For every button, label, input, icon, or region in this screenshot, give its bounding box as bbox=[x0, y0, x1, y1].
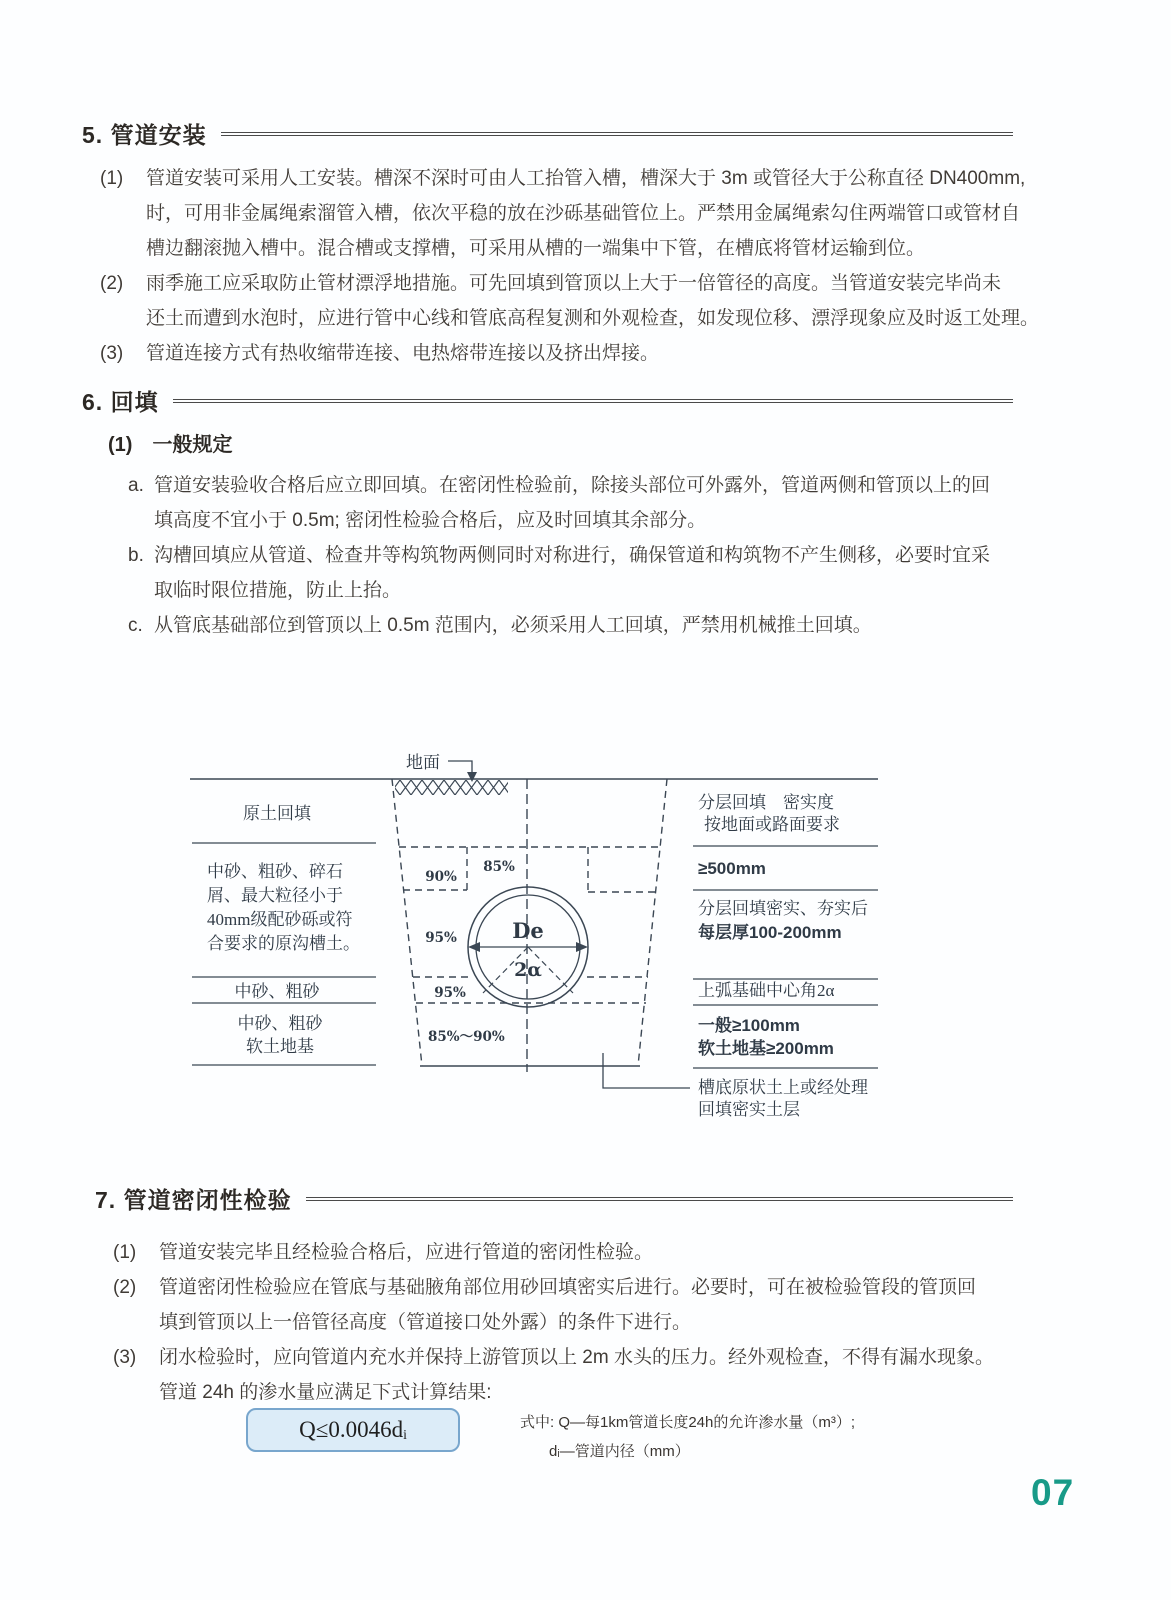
trench-cross-section-diagram bbox=[180, 735, 880, 1125]
list-item bbox=[100, 161, 1060, 266]
section-7-title: 7. 管道密闭性检验 bbox=[95, 1187, 292, 1213]
label-layered-compacted-line1: 分层回填密实、夯实后 bbox=[698, 899, 868, 918]
formula-note-d: dᵢ—管道内径（mm） bbox=[549, 1443, 690, 1460]
list-item bbox=[128, 608, 1058, 643]
item-text: 管道安装完毕且经检验合格后，应进行管道的密闭性检验。 bbox=[159, 1242, 654, 1263]
label-layer-thickness: 每层厚100-200mm bbox=[698, 923, 842, 942]
ground-hatch bbox=[395, 780, 508, 795]
list-item bbox=[128, 468, 1058, 538]
trench-right-slope bbox=[638, 779, 667, 1066]
subheading-title: 一般规定 bbox=[152, 434, 233, 456]
label-bedding-center-angle: 上弧基础中心角2α bbox=[698, 981, 835, 1000]
ground-leader-line bbox=[448, 761, 472, 773]
item-text: 从管底基础部位到管顶以上 0.5m 范围内，必须采用人工回填，严禁用机械推土回填。 bbox=[154, 615, 872, 636]
compaction-95-haunch: 95% bbox=[434, 985, 466, 1001]
item-number: (2) bbox=[113, 1277, 137, 1298]
formula-expression: Q≤0.0046dᵢ bbox=[299, 1417, 407, 1442]
section-6-title: 6. 回填 bbox=[82, 389, 159, 415]
label-trench-bottom-soil-line2: 回填密实土层 bbox=[698, 1100, 800, 1119]
item-number: (3) bbox=[100, 343, 124, 364]
label-soft-soil-200mm: 软土地基≥200mm bbox=[698, 1039, 834, 1058]
item-number: (2) bbox=[100, 273, 124, 294]
item-text: 沟槽回填应从管道、检查井等构筑物两侧同时对称进行，确保管道和构筑物不产生侧移，必要时宜采 取临时限位措施，防止上抬。 bbox=[154, 545, 991, 601]
section-5-title: 5. 管道安装 bbox=[82, 122, 207, 148]
list-item bbox=[128, 538, 1058, 608]
pipe-diameter-label: De bbox=[512, 918, 544, 943]
item-letter: a. bbox=[128, 475, 144, 496]
label-trench-bottom-soil-line1: 槽底原状土上或经处理 bbox=[698, 1078, 868, 1097]
list-item bbox=[113, 1235, 1063, 1270]
section-6-subheading bbox=[108, 431, 232, 459]
item-text: 闭水检验时，应向管道内充水并保持上游管顶以上 2m 水头的压力。经外观检查，不得有漏水现象。 管道 24h 的渗水量应满足下式计算结果: bbox=[159, 1347, 994, 1403]
label-layered-backfill-density-line1: 分层回填 密实度 bbox=[698, 793, 834, 812]
list-item bbox=[100, 266, 1060, 336]
compaction-90: 90% bbox=[425, 869, 457, 885]
label-sand-gravel-line2: 屑、最大粒径小于 bbox=[207, 886, 343, 905]
label-sand-gravel-line4: 合要求的原沟槽土。 bbox=[207, 934, 360, 953]
item-text: 管道安装验收合格后应立即回填。在密闭性检验前，除接头部位可外露外，管道两侧和管顶以上的回 填高度不宜小于 0.5m; 密闭性检验合格后，应及时回填其余部分。 bbox=[154, 475, 991, 531]
label-soft-soil-sand-line1: 中砂、粗砂 bbox=[237, 1014, 323, 1033]
compaction-85: 85% bbox=[483, 859, 515, 875]
label-medium-coarse-sand: 中砂、粗砂 bbox=[234, 982, 320, 1001]
item-letter: b. bbox=[128, 545, 144, 566]
section-7-items bbox=[113, 1235, 1063, 1410]
formula-box bbox=[246, 1408, 460, 1452]
item-number: (3) bbox=[113, 1347, 137, 1368]
section-6-heading bbox=[82, 384, 1013, 417]
section-6-items bbox=[128, 468, 1058, 643]
item-text: 管道安装可采用人工安装。槽深不深时可由人工抬管入槽，槽深大于 3m 或管径大于公称直径 DN400mm, 时，可用非金属绳索溜管入槽，依次平稳的放在沙砾基础管位上。严禁用金属绳索勾住两端管口或管材自 槽边翻滚抛入槽中。混合槽或支撑槽，可采用从槽的一端集中下管，在槽底将管材运输到位。 bbox=[146, 168, 1026, 259]
label-soft-soil-sand-line2: 软土地基 bbox=[246, 1037, 314, 1056]
section-6-rule bbox=[173, 399, 1013, 403]
formula-note-q: 式中: Q—每1km管道长度24h的允许渗水量（m³）; bbox=[520, 1414, 856, 1431]
item-number: (1) bbox=[113, 1242, 137, 1263]
item-text: 管道连接方式有热收缩带连接、电热熔带连接以及挤出焊接。 bbox=[146, 343, 660, 364]
section-5-heading bbox=[82, 117, 1013, 150]
page-number: 07 bbox=[1031, 1472, 1075, 1513]
label-min-500mm: ≥500mm bbox=[698, 859, 766, 878]
list-item bbox=[113, 1340, 1063, 1410]
label-layered-backfill-density-line2: 按地面或路面要求 bbox=[704, 815, 840, 834]
compaction-95-side: 95% bbox=[425, 930, 457, 946]
trench-bottom-leader-line bbox=[603, 1053, 690, 1088]
section-7-rule bbox=[306, 1197, 1013, 1201]
item-text: 管道密闭性检验应在管底与基础腋角部位用砂回填密实后进行。必要时，可在被检验管段的管顶回 填到管顶以上一倍管径高度（管道接口处外露）的条件下进行。 bbox=[159, 1277, 977, 1333]
item-letter: c. bbox=[128, 615, 143, 636]
diameter-arrowhead-left bbox=[468, 942, 480, 952]
list-item bbox=[113, 1270, 1063, 1340]
ground-label: 地面 bbox=[406, 753, 440, 772]
section-7-heading bbox=[95, 1182, 1013, 1215]
section-5-rule bbox=[221, 132, 1013, 136]
list-item bbox=[100, 336, 1060, 371]
label-sand-gravel-line3: 40mm级配砂砾或符 bbox=[207, 910, 353, 929]
label-native-soil-backfill: 原土回填 bbox=[243, 804, 311, 823]
trench-left-slope bbox=[392, 779, 422, 1066]
compaction-85-90-foundation: 85%～90% bbox=[428, 1029, 505, 1045]
section-5-items bbox=[100, 161, 1060, 371]
label-general-100mm: 一般≥100mm bbox=[698, 1016, 800, 1035]
item-number: (1) bbox=[100, 168, 124, 189]
item-text: 雨季施工应采取防止管材漂浮地措施。可先回填到管顶以上大于一倍管径的高度。当管道安装完毕尚未 还土而遭到水泡时，应进行管中心线和管底高程复测和外观检查，如发现位移、漂浮现象应及时返工处理。 bbox=[146, 273, 1040, 329]
diameter-arrowhead-right bbox=[576, 942, 588, 952]
label-sand-gravel-line1: 中砂、粗砂、碎石 bbox=[207, 862, 343, 881]
pipe-angle-label: 2α bbox=[514, 959, 542, 981]
subheading-number: (1) bbox=[108, 434, 133, 456]
